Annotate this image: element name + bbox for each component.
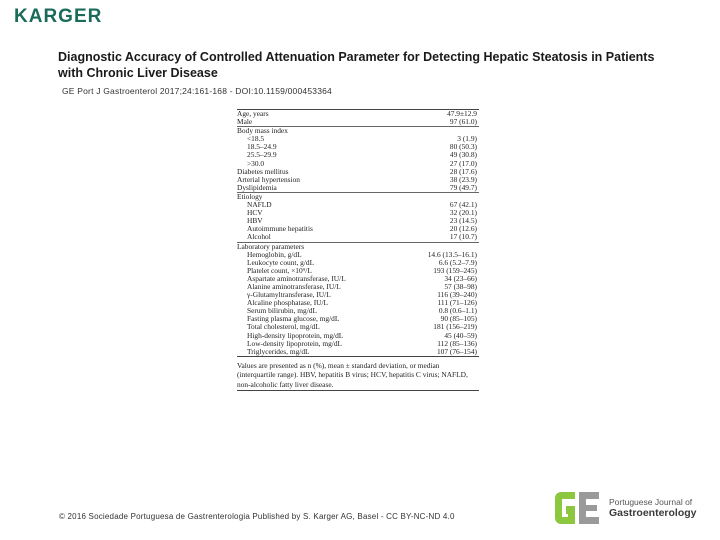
row-label: Autoimmune hepatitis	[247, 225, 313, 234]
copyright-notice: © 2016 Sociedade Portuguesa de Gastrenterologia Published by S. Karger AG, Basel - CC BY-NC-ND 4.0	[59, 512, 455, 521]
table-row	[237, 160, 479, 168]
row-value: 20 (12.6)	[449, 224, 477, 234]
row-label: HCV	[247, 209, 263, 218]
citation: GE Port J Gastroenterol 2017;24:161-168 - DOI:10.1159/000453364	[62, 86, 332, 96]
row-label: Age, years	[237, 110, 269, 118]
row-value: 107 (76–154)	[436, 346, 477, 356]
row-label: 18.5–24.9	[247, 143, 277, 152]
row-value: 17 (10.7)	[449, 232, 477, 242]
table-row	[237, 184, 479, 192]
table-row	[237, 168, 479, 176]
table-row	[237, 217, 479, 225]
row-label: Fasting plasma glucose, mg/dL	[247, 315, 340, 324]
row-label: Low-density lipoprotein, mg/dL	[247, 339, 343, 348]
row-value: 28 (17.6)	[449, 166, 477, 176]
row-label: Arterial hypertension	[237, 175, 301, 184]
row-label: Etiology	[237, 192, 263, 201]
table-row	[237, 348, 479, 356]
row-label: Diabetes mellitus	[237, 167, 289, 176]
table-row	[237, 176, 479, 184]
row-label: Alanine aminotransferase, IU/L	[247, 282, 341, 291]
table-row	[237, 225, 479, 233]
table-row	[237, 151, 479, 159]
row-value: 23 (14.5)	[449, 216, 477, 226]
row-value: 6.6 (5.2–7.9)	[438, 257, 477, 267]
journal-name	[609, 497, 697, 519]
table-row	[237, 233, 479, 241]
row-label: Body mass index	[237, 127, 288, 136]
row-value: 49 (30.8)	[449, 150, 477, 160]
row-label: Total cholesterol, mg/dL	[247, 323, 320, 332]
row-value: 90 (85–105)	[440, 314, 477, 324]
table-footnote: Values are presented as n (%), mean ± standard deviation, or median (interquartile range). HBV, hepatitis B virus; HCV, hepatitis C virus; NAFLD, non-alcoholic fatty liver disease.	[237, 360, 468, 389]
karger-logo: KARGER	[14, 6, 103, 27]
row-label: Triglycerides, mg/dL	[247, 347, 310, 356]
row-value: 116 (39–240)	[437, 290, 477, 300]
table-row	[237, 143, 479, 151]
journal-name-line2: Gastroenterology	[609, 507, 697, 519]
row-value: 38 (23.9)	[449, 174, 477, 184]
table-row	[237, 193, 479, 201]
row-label: NAFLD	[247, 201, 272, 210]
row-label: High-density lipoprotein, mg/dL	[247, 331, 344, 340]
table-row	[237, 209, 479, 217]
row-value: 45 (40–59)	[444, 330, 477, 340]
table-row	[237, 135, 479, 143]
row-label: Aspartate aminotransferase, IU/L	[247, 274, 346, 283]
row-value: 97 (61.0)	[449, 117, 477, 127]
row-label: Dyslipidemia	[237, 183, 277, 192]
row-label: >30.0	[247, 159, 265, 168]
row-value: 27 (17.0)	[449, 158, 477, 168]
row-value: 34 (23–66)	[444, 273, 477, 283]
table-body	[237, 110, 479, 356]
row-label: HBV	[247, 217, 263, 226]
table-row	[237, 267, 479, 275]
row-value: 181 (156–219)	[433, 322, 477, 332]
row-label: Leukocyte count, g/dL	[247, 258, 315, 267]
row-label: γ-Glutamyltransferase, IU/L	[247, 291, 331, 300]
row-label: Laboratory parameters	[237, 242, 305, 251]
journal-name-line1: Portuguese Journal of	[609, 497, 693, 507]
row-value: 57 (38–98)	[444, 281, 477, 291]
table-row	[237, 110, 479, 118]
row-value: 67 (42.1)	[449, 200, 477, 210]
row-label: 25.5–29.9	[247, 151, 277, 160]
row-label: Serum bilirubin, mg/dL	[247, 307, 318, 316]
table-row	[237, 275, 479, 283]
row-label: <18.5	[247, 135, 265, 144]
row-label: Platelet count, ×10⁹/L	[247, 266, 312, 275]
journal-mark-icon	[553, 488, 603, 528]
table-row	[237, 127, 479, 135]
row-value: 111 (71–126)	[437, 298, 477, 308]
table-row	[237, 323, 479, 331]
row-value: 112 (85–136)	[437, 338, 477, 348]
characteristics-table	[237, 109, 479, 473]
row-value: 32 (20.1)	[449, 208, 477, 218]
row-value: 3 (1.9)	[457, 134, 477, 144]
row-label: Alcohol	[247, 233, 271, 242]
table-row	[237, 201, 479, 209]
row-value: 47.9±12.9	[447, 109, 477, 118]
row-value: 79 (49.7)	[449, 182, 477, 192]
row-value: 14.6 (13.5–16.1)	[427, 249, 477, 259]
row-value: 193 (159–245)	[433, 265, 477, 275]
table-row	[237, 118, 479, 126]
row-label: Male	[237, 118, 253, 127]
row-label: Hemoglobin, g/dL	[247, 250, 302, 259]
journal-logo	[553, 488, 713, 532]
footnote-bottom-rule	[237, 390, 479, 391]
row-value: 0.8 (0.6–1.1)	[438, 306, 477, 316]
slide-title: Diagnostic Accuracy of Controlled Attenuation Parameter for Detecting Hepatic Steatosis in Patients with Chronic Liver Disease	[58, 50, 655, 80]
row-label: Alcaline phosphatase, IU/L	[247, 299, 329, 308]
row-value: 80 (50.3)	[449, 142, 477, 152]
